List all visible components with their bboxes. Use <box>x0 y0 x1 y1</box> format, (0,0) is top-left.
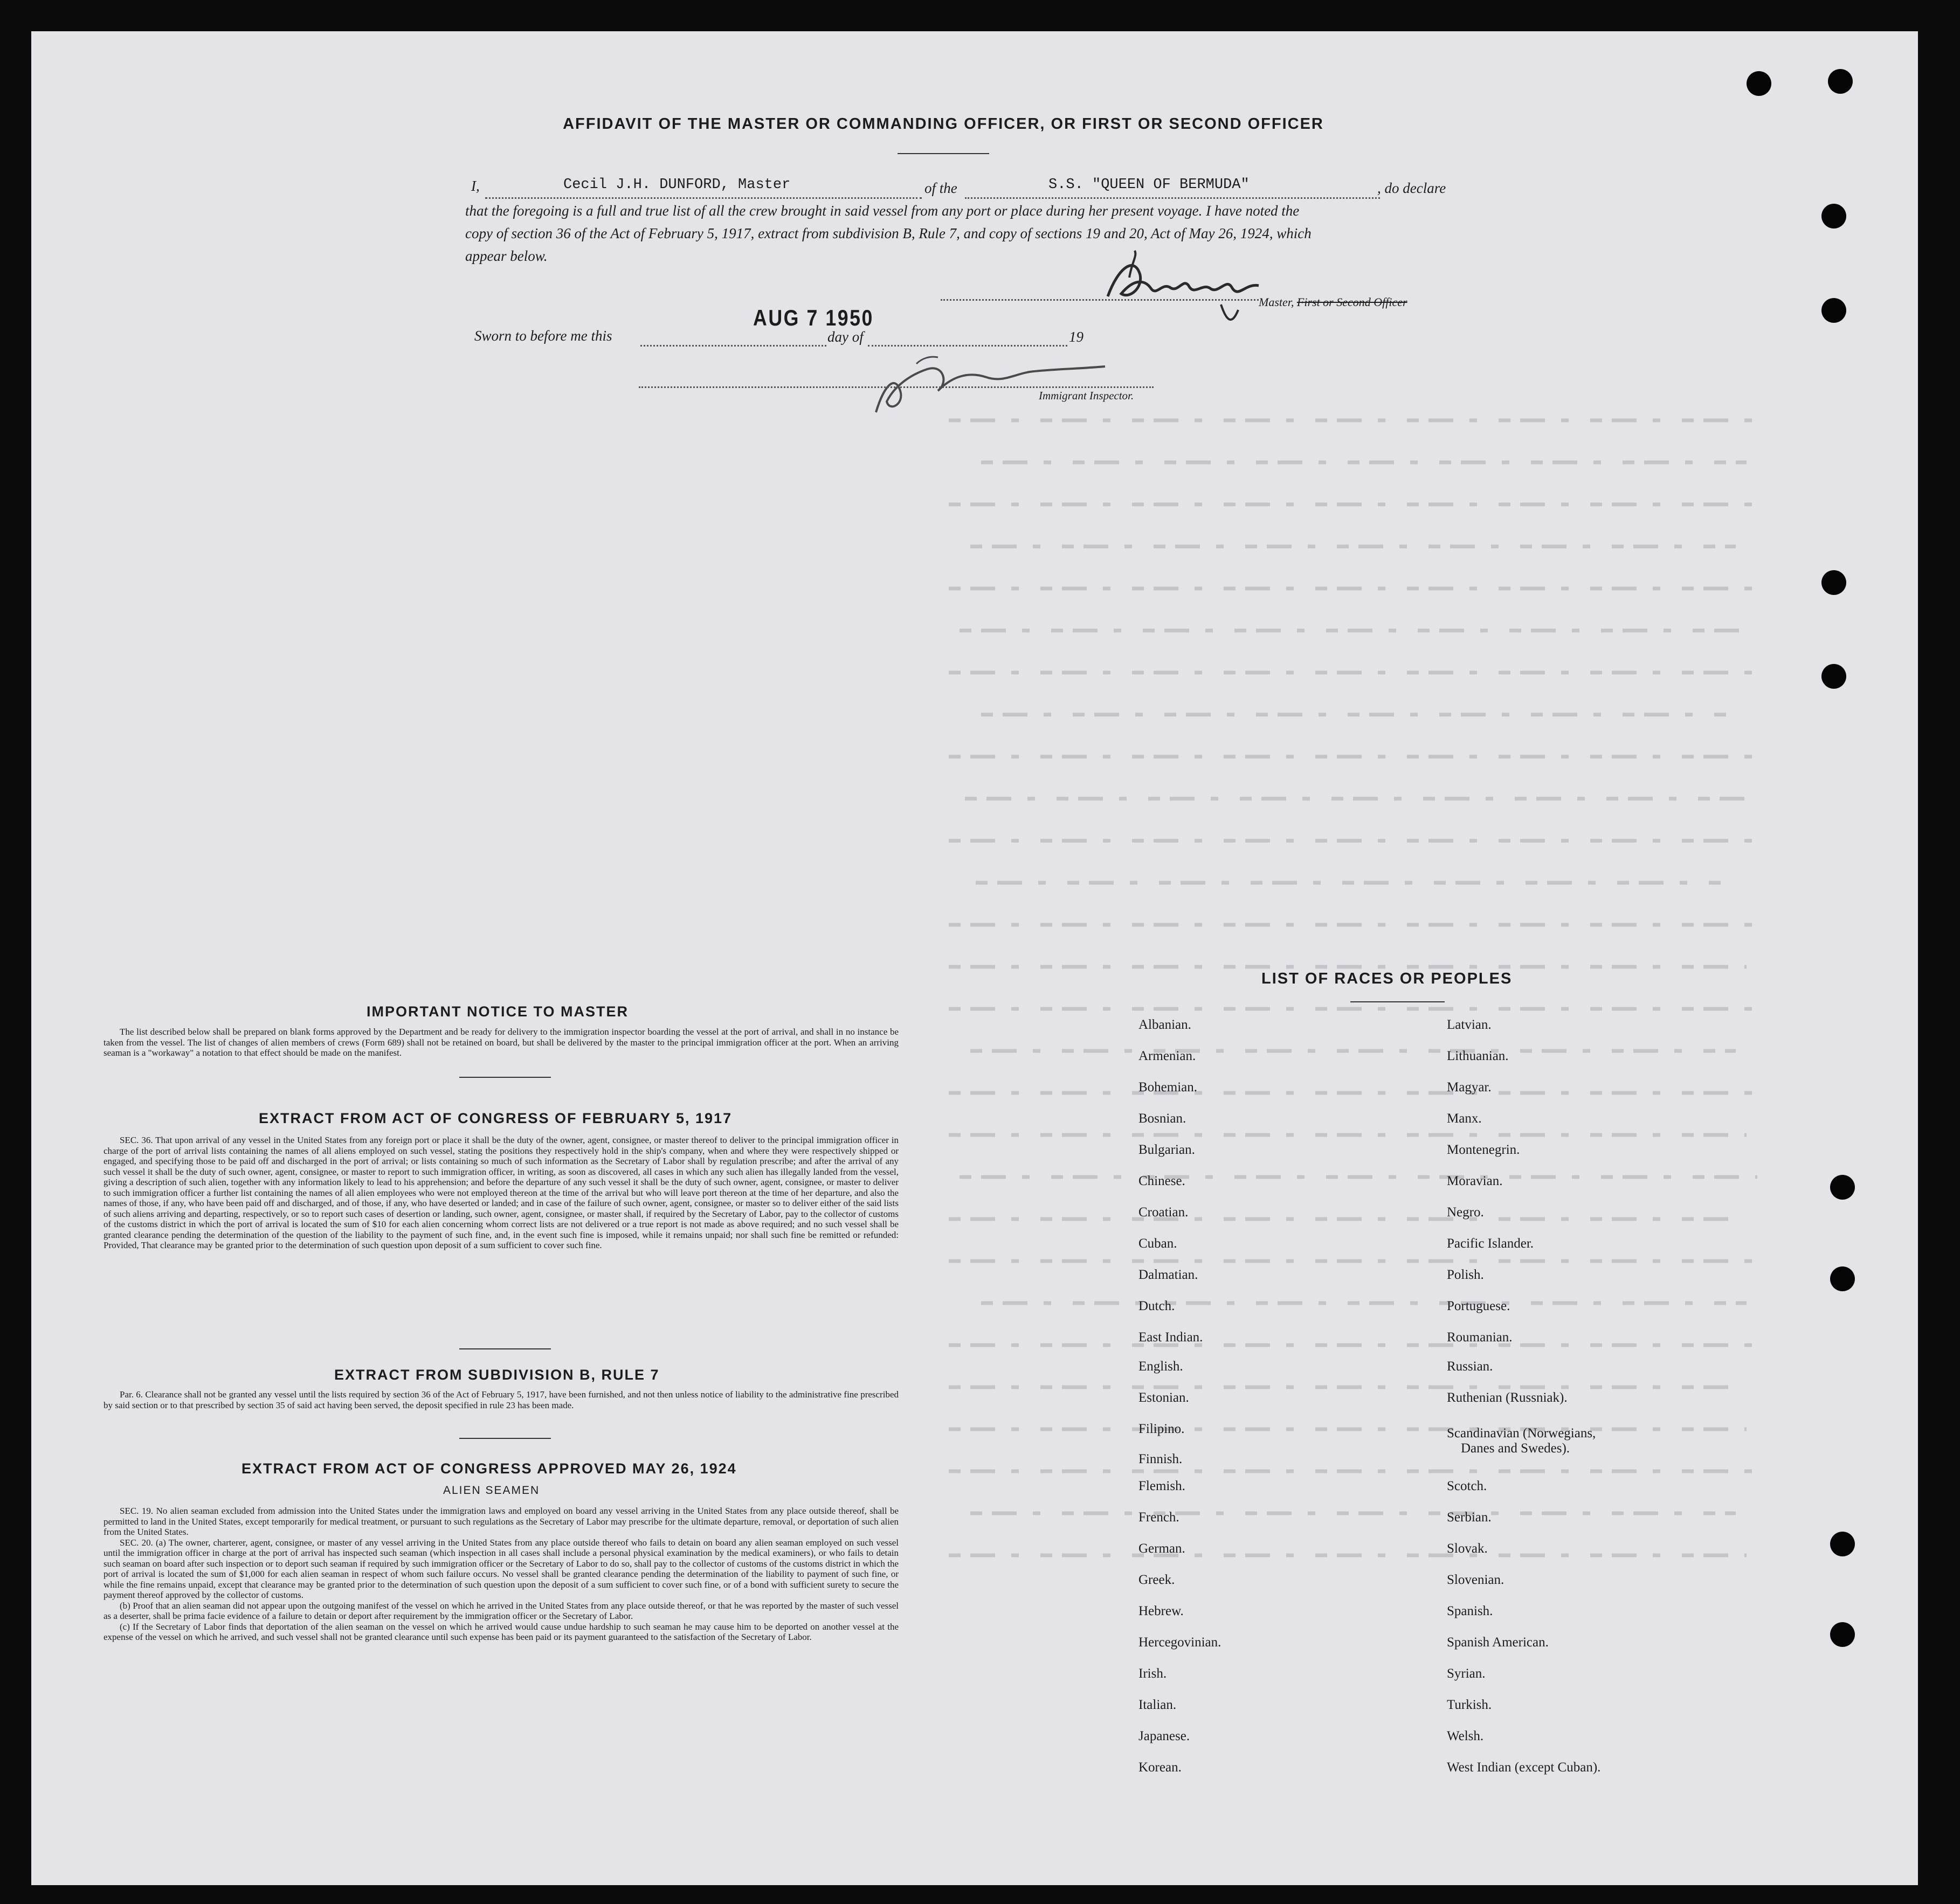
binder-hole <box>1821 204 1846 229</box>
sec-20b-paragraph: (b) Proof that an alien seaman did not appear upon the outgoing manifest of the vessel on which he arrived in the United States from any place outside thereof, or that he was reported by the master of such vessel as a deserter, shall be prima facie evidence of a failure to detain or deport after requirement by the immigration officer or the Secretary of Labor. <box>103 1600 899 1621</box>
race-item: Bulgarian. <box>1138 1143 1195 1157</box>
race-item: Magyar. <box>1447 1080 1492 1095</box>
race-item: Hercegovinian. <box>1138 1635 1221 1650</box>
extract-rule7-body <box>103 1389 899 1410</box>
race-item: Dutch. <box>1138 1299 1175 1313</box>
race-item: Russian. <box>1447 1359 1493 1374</box>
race-item: Manx. <box>1447 1111 1482 1126</box>
race-item: East Indian. <box>1138 1330 1203 1345</box>
alien-seamen-subtitle: ALIEN SEAMEN <box>443 1484 540 1497</box>
notice-title: IMPORTANT NOTICE TO MASTER <box>367 1003 629 1020</box>
day-of-label: day of <box>827 329 864 345</box>
race-item: Scandinavian (Norwegians, <box>1447 1426 1596 1441</box>
section-rule <box>459 1438 551 1439</box>
race-item: Danes and Swedes). <box>1461 1441 1570 1456</box>
binder-hole <box>1821 570 1846 595</box>
race-item: Bohemian. <box>1138 1080 1198 1095</box>
sec-20c-paragraph: (c) If the Secretary of Labor finds that deportation of the alien seaman on the vessel on which he arrived would cause undue hardship to such seaman he may cause him to be deported on another vessel at the expense of the vessel on which he arrived, and such vessel shall not be granted clearance until such expense has been paid or its payment guaranteed to the satisfaction of the Secretary of Labor. <box>103 1621 899 1642</box>
affidavit-text-line-3: copy of section 36 of the Act of February 5, 1917, extract from subdivision B, Rule 7, and copy of sections 19 and 20, Act of May 26, 1924, which <box>465 225 1312 241</box>
vessel-line <box>965 197 1380 199</box>
sec-19-paragraph: SEC. 19. No alien seaman excluded from admission into the United States under the immigration laws and employed on board any vessel arriving in the United States from any place outside thereof, shall be permitted to land in the United States, except temporarily for medical treatment, or pursuant to such regulations as the Secretary of Labor may prescribe for the ultimate departure, removal, or deportation of such alien from the United States. <box>103 1506 899 1537</box>
master-name-value: Cecil J.H. DUNFORD, Master <box>563 177 791 193</box>
affidavit-text-line-2: that the foregoing is a full and true list of all the crew brought in said vessel from any port or place during her present voyage. I have noted the <box>465 203 1300 219</box>
inspector-signature-line <box>639 386 1154 388</box>
notice-body <box>103 1027 899 1058</box>
master-caption-struck: First or Second Officer <box>1296 295 1407 309</box>
master-caption <box>1259 295 1407 309</box>
inspector-caption: Immigrant Inspector. <box>1039 389 1134 402</box>
of-the-label: of the <box>924 180 957 196</box>
race-item: Pacific Islander. <box>1447 1236 1534 1251</box>
binder-hole <box>1821 298 1846 323</box>
race-item: Roumanian. <box>1447 1330 1513 1345</box>
race-item: Bosnian. <box>1138 1111 1186 1126</box>
vessel-value: S.S. "QUEEN OF BERMUDA" <box>1048 177 1250 193</box>
race-item: Slovenian. <box>1447 1573 1504 1587</box>
races-title-rule <box>1350 1001 1445 1002</box>
race-item: Montenegrin. <box>1447 1143 1520 1157</box>
notice-paragraph: The list described below shall be prepared on blank forms approved by the Department and be ready for delivery to the immigration inspector boarding the vessel at the port of arrival, and shall in no instance be taken from the vessel. The list of changes of alien members of crews (Form 689) shall not be retained on board, but shall be delivered by the master to the principal immigration officer at the port. When an arriving seaman is a "workaway" a notation to that effect should be made on the manifest. <box>103 1027 899 1058</box>
race-item: Welsh. <box>1447 1729 1484 1743</box>
race-item: Ruthenian (Russniak). <box>1447 1390 1568 1405</box>
master-caption-label: Master, <box>1259 295 1294 309</box>
month-line <box>868 345 1067 347</box>
race-item: Turkish. <box>1447 1698 1492 1712</box>
bleed-through-lines <box>949 399 1784 1638</box>
race-item: Scotch. <box>1447 1479 1487 1493</box>
section-rule <box>459 1077 551 1078</box>
race-item: Spanish. <box>1447 1604 1493 1618</box>
affidavit-i-label: I, <box>471 178 480 194</box>
race-item: West Indian (except Cuban). <box>1447 1760 1601 1775</box>
race-item: French. <box>1138 1510 1179 1525</box>
binder-hole <box>1828 69 1853 94</box>
race-item: Flemish. <box>1138 1479 1185 1493</box>
race-item: Filipino. <box>1138 1422 1185 1436</box>
race-item: Chinese. <box>1138 1174 1185 1188</box>
binder-hole <box>1830 1532 1855 1556</box>
extract-1924-body <box>103 1506 899 1643</box>
race-item: Greek. <box>1138 1573 1175 1587</box>
race-item: Moravian. <box>1447 1174 1503 1188</box>
race-item: Cuban. <box>1138 1236 1177 1251</box>
races-title: LIST OF RACES OR PEOPLES <box>1261 970 1513 987</box>
race-item: Latvian. <box>1447 1017 1492 1032</box>
sworn-date-stamp: AUG 7 1950 <box>753 305 874 330</box>
race-item: Lithuanian. <box>1447 1049 1509 1063</box>
do-declare-label: , do declare <box>1377 180 1446 196</box>
race-item: Syrian. <box>1447 1666 1486 1681</box>
race-item: Slovak. <box>1447 1541 1488 1556</box>
race-item: Spanish American. <box>1447 1635 1549 1650</box>
race-item: Armenian. <box>1138 1049 1196 1063</box>
master-name-line <box>485 197 922 199</box>
race-item: Albanian. <box>1138 1017 1191 1032</box>
binder-hole <box>1821 664 1846 689</box>
binder-hole <box>1830 1175 1855 1200</box>
race-item: Irish. <box>1138 1666 1167 1681</box>
binder-hole <box>1747 71 1771 96</box>
race-item: Croatian. <box>1138 1205 1189 1220</box>
race-item: Italian. <box>1138 1698 1177 1712</box>
race-item: Hebrew. <box>1138 1604 1184 1618</box>
bleed-through-texture <box>949 399 1784 1641</box>
extract-1917-paragraph: SEC. 36. That upon arrival of any vessel in the United States from any foreign port or place it shall be the duty of the owner, agent, consignee, or master thereof to deliver to the principal immigration officer in charge of the port of arrival lists containing the names of all aliens employed on such vessel, stating the positions they respectively hold in the ship's company, when and where they were respectively shipped or engaged, and specifying those to be paid off and discharged in the port of arrival; or lists containing so much of such information as the Secretary of Labor shall by regulation prescribe; and after the arrival of any such vessel it shall be the duty of such owner, agent, consignee, or master to report to such immigration officer, in writing, as soon as discovered, all cases in which any such alien has illegally landed from the vessel, giving a description of such alien, together with any information likely to lead to his apprehension; and before the departure of any such vessel it shall be the duty of such owner, agent, consignee, or master to deliver to such immigration officer a further list containing the names of all alien employees who were not employed thereon at the time of the arrival but who will leave port thereon at the time of her departure, and also the names of those, if any, who have been paid off and discharged, and of those, if any, who have deserted or landed; and in case of the failure of such owner, agent, consignee, or master so to deliver either of the said lists of such aliens arriving and departing, respectively, or so to report such cases of desertion or landing, such owner, agent, consignee, or master shall, if required by the Secretary of Labor, pay to the collector of customs of the customs district in which the port of arrival is located the sum of $10 for each alien concerning whom correct lists are not delivered or a true report is not made as above required; and no such vessel shall be granted clearance pending the determination of the question of the liability to the payment of such fine, and, in the event such fine is imposed, while it remains unpaid; nor shall such fine be remitted or refunded: Provided, That clearance may be granted prior to the determination of such question upon deposit of a sum sufficient to cover such fine. <box>103 1135 899 1250</box>
race-item: Portuguese. <box>1447 1299 1510 1313</box>
extract-1924-title: EXTRACT FROM ACT OF CONGRESS APPROVED MAY 26, 1924 <box>241 1460 737 1477</box>
extract-1917-body <box>103 1135 899 1251</box>
extract-1917-title: EXTRACT FROM ACT OF CONGRESS OF FEBRUARY 5, 1917 <box>259 1110 733 1126</box>
race-item: German. <box>1138 1541 1185 1556</box>
extract-rule7-title: EXTRACT FROM SUBDIVISION B, RULE 7 <box>334 1367 660 1383</box>
race-item: Japanese. <box>1138 1729 1190 1743</box>
race-item: Dalmatian. <box>1138 1268 1198 1282</box>
sec-20a-paragraph: SEC. 20. (a) The owner, charterer, agent, consignee, or master of any vessel arriving in the United States from any place outside thereof who fails to detain on board any alien seaman employed on such vessel until the immigration officer in charge at the port of arrival has inspected such seaman (which inspection in all cases shall include a personal physical examination by the medical examiners), or who fails to detain such seaman on board after such inspection or to deport such seaman if required by such immigration officer or the Secretary of Labor to do so, shall pay to the collector of customs of the customs district in which the port of arrival is located the sum of $1,000 for each alien seaman in respect of whom such failure occurs. No vessel shall be granted clearance pending the determination of the liability to payment of such fine, or while the fine remains unpaid, except that clearance may be granted prior to the determination of such question upon the deposit of a sum sufficient to cover such fine, or of a bond with sufficient surety to secure the payment thereof approved by the collector of customs. <box>103 1537 899 1600</box>
master-signature <box>1097 245 1275 331</box>
master-signature-line <box>941 299 1259 301</box>
race-item: Finnish. <box>1138 1452 1183 1466</box>
race-item: Serbian. <box>1447 1510 1492 1525</box>
race-item: English. <box>1138 1359 1183 1374</box>
extract-rule7-paragraph: Par. 6. Clearance shall not be granted any vessel until the lists required by section 36 of the Act of February 5, 1917, have been furnished, and not then unless notice of liability to the administrative fine prescribed by said section or to that prescribed by section 35 of said act having been served, the deposit specified in rule 23 has been made. <box>103 1389 899 1410</box>
race-item: Negro. <box>1447 1205 1484 1220</box>
race-item: Polish. <box>1447 1268 1484 1282</box>
affidavit-title: AFFIDAVIT OF THE MASTER OR COMMANDING OFFICER, OR FIRST OR SECOND OFFICER <box>563 115 1324 133</box>
race-item: Estonian. <box>1138 1390 1189 1405</box>
affidavit-text-line-4: appear below. <box>465 248 548 264</box>
section-rule <box>459 1348 551 1349</box>
binder-hole <box>1830 1622 1855 1647</box>
title-rule <box>898 153 989 154</box>
sworn-day-line <box>640 345 826 347</box>
race-item: Korean. <box>1138 1760 1182 1775</box>
sworn-before-label: Sworn to before me this <box>474 328 612 344</box>
year-prefix: 19 <box>1069 329 1083 345</box>
binder-hole <box>1830 1266 1855 1291</box>
